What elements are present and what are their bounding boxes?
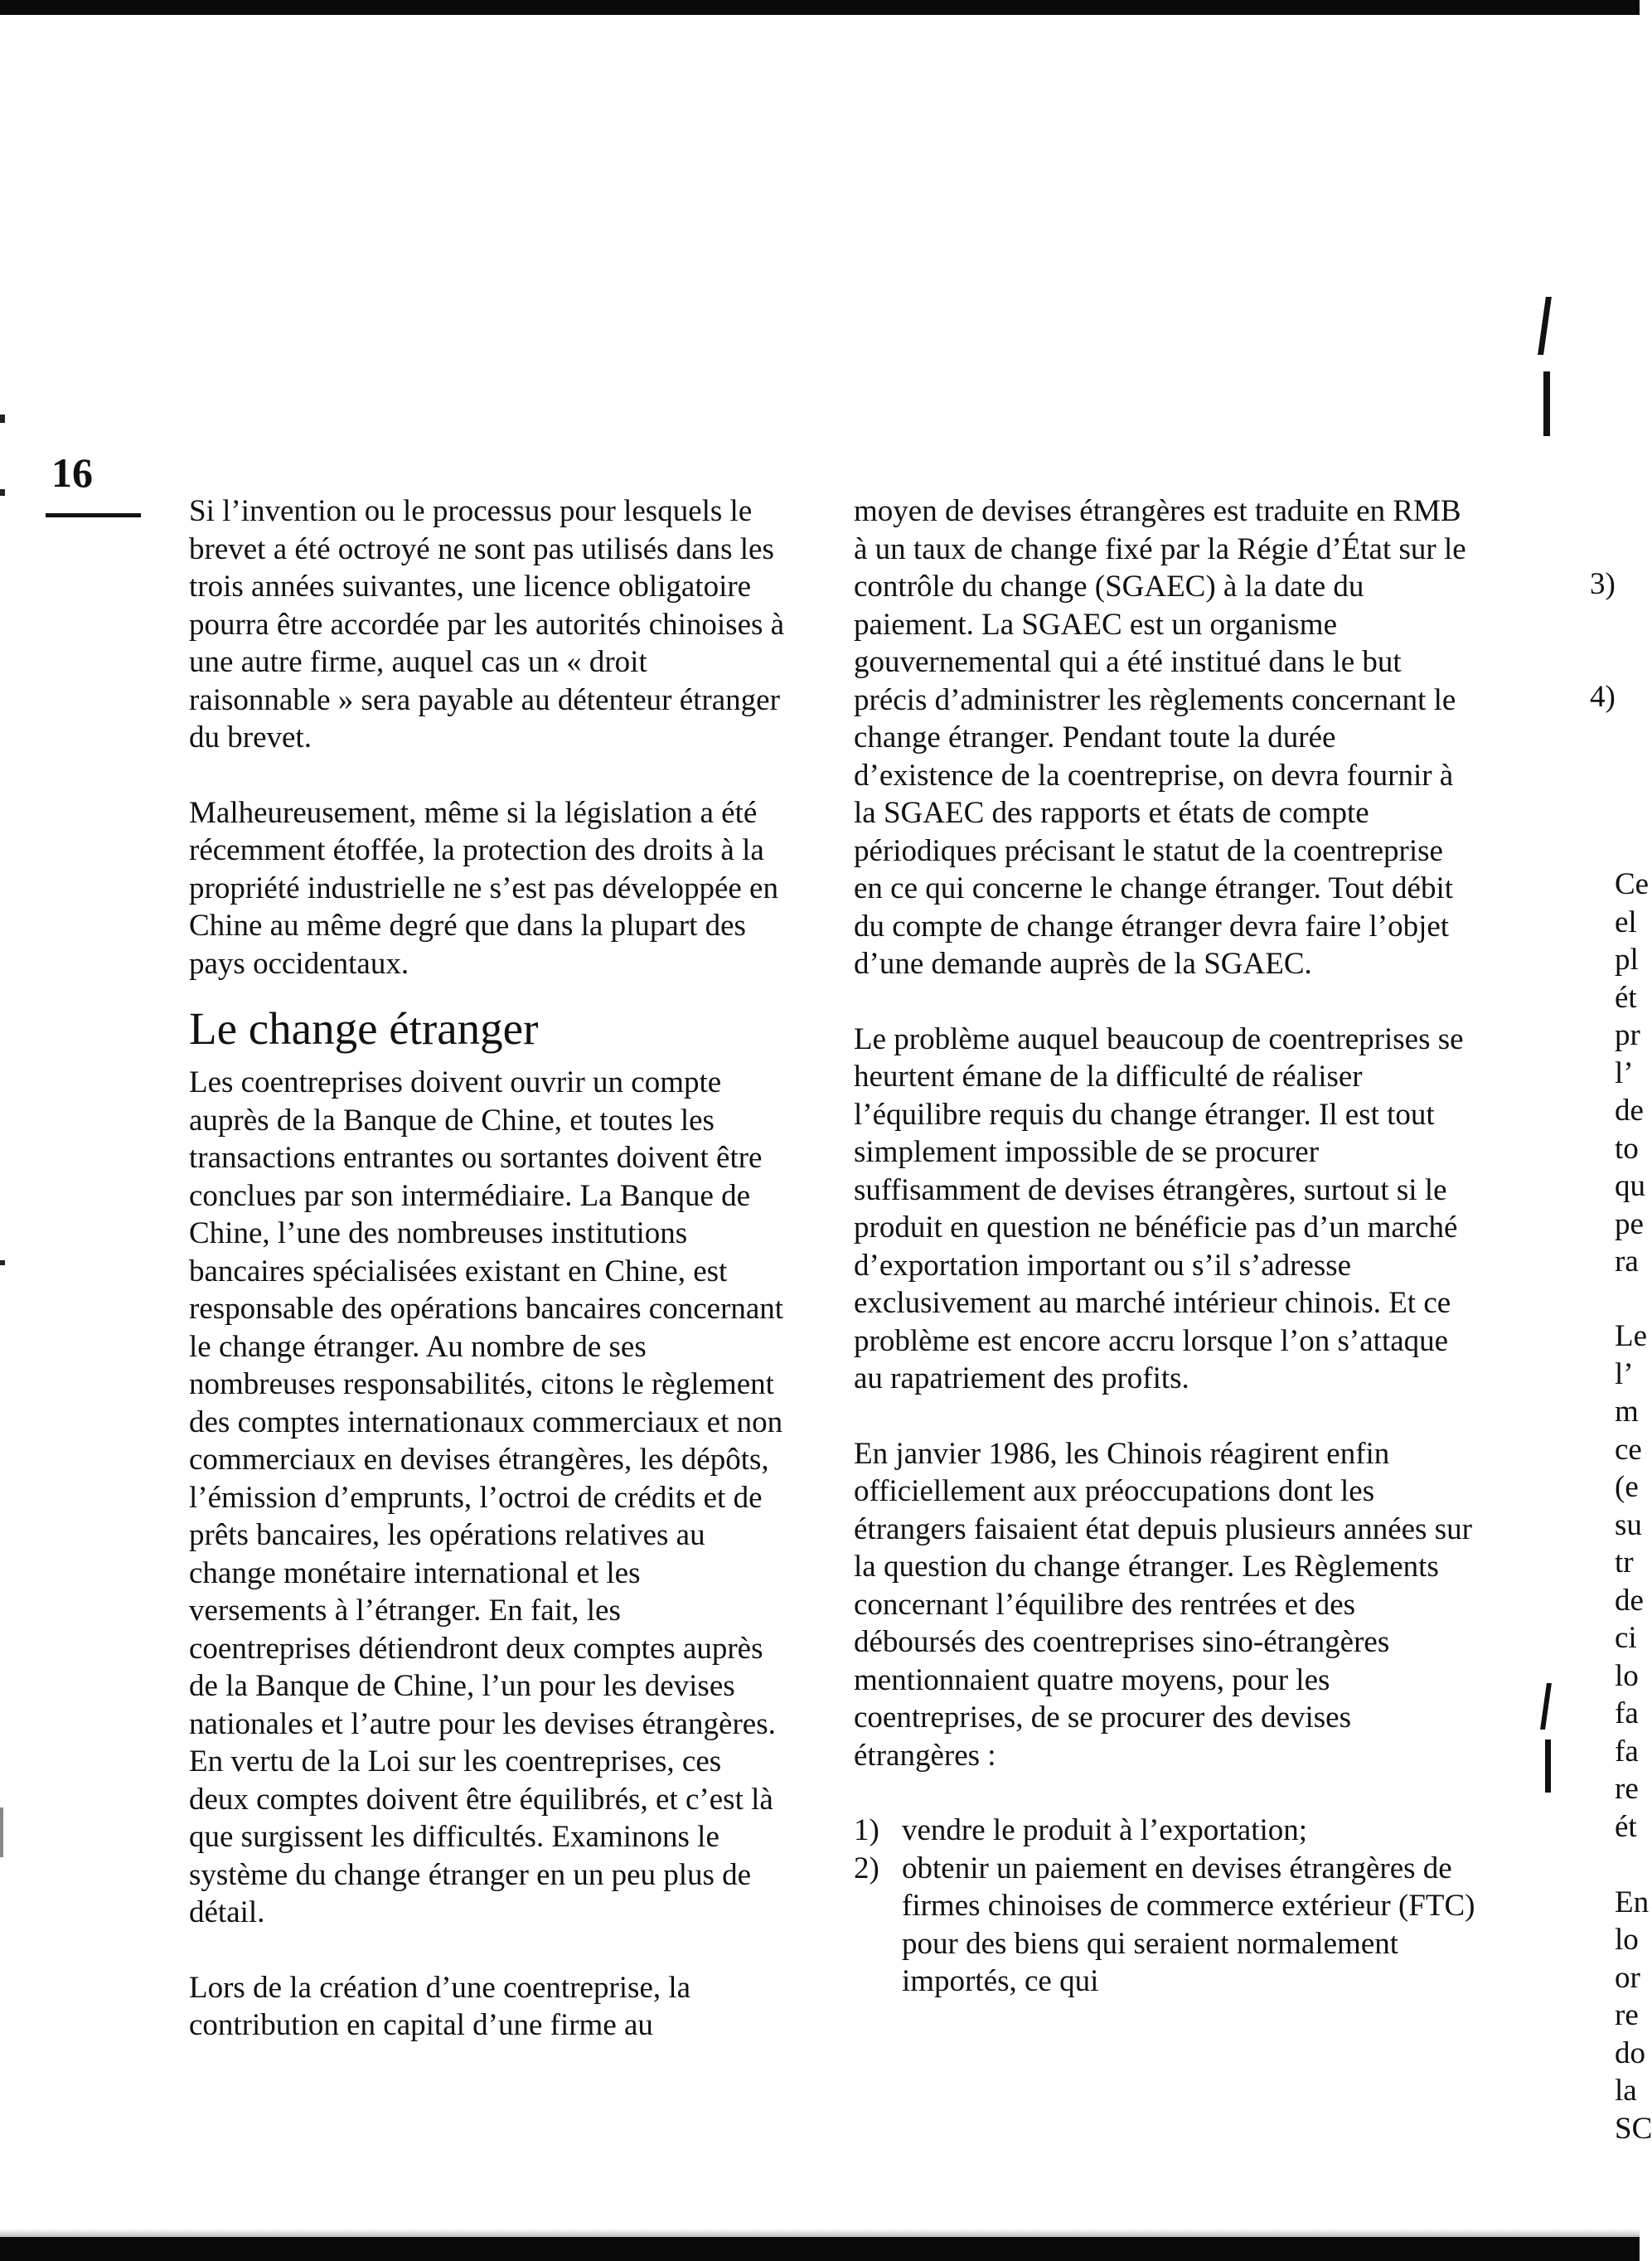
list-item-number: 2) <box>854 1851 879 1885</box>
gutter-mark <box>1538 297 1552 355</box>
clipped-text: tr <box>1615 1545 1634 1579</box>
clipped-text: fa <box>1615 1696 1639 1730</box>
middle-column <box>854 492 1475 2001</box>
paragraph: En janvier 1986, les Chinois réagirent enfin officiellement aux préoccupations dont les étrangers faisaient état depuis plusieurs années sur la question du change étranger. Les Règlements concernant l’équilibre des rentrées et des déboursés des coentreprises sino-étrangères mentionnaient quatre moyens, pour les coentreprises, de se procurer des devises étrangères : <box>854 1436 1472 1773</box>
clipped-text: 3) <box>1590 567 1616 601</box>
clipped-text: l’ <box>1615 1056 1634 1090</box>
clipped-text: de <box>1615 1584 1644 1618</box>
clipped-text: (e <box>1615 1470 1639 1504</box>
clipped-text: Le <box>1615 1319 1648 1353</box>
clipped-text: ci <box>1615 1621 1637 1655</box>
list-item <box>854 1850 1475 2001</box>
clipped-text: SC <box>1615 2112 1652 2146</box>
clipped-text: 4) <box>1590 680 1616 714</box>
paragraph: Malheureusement, même si la législation a été récemment étoffée, la protection des droits à la propriété industrielle ne s’est pas développée en Chine au même degré que dans la plupart des pays occidentaux. <box>189 795 778 981</box>
clipped-text: fa <box>1615 1735 1639 1769</box>
scan-speck <box>0 1260 5 1265</box>
scan-speck <box>0 415 5 423</box>
numbered-list <box>854 1812 1475 2001</box>
scan-border-bottom <box>0 2237 1640 2261</box>
scan-speck <box>0 1807 3 1857</box>
clipped-text: l’ <box>1615 1357 1634 1391</box>
clipped-text: En <box>1615 1885 1650 1919</box>
clipped-text: la <box>1615 2074 1637 2108</box>
list-item-number: 1) <box>854 1813 879 1847</box>
paragraph: Lors de la création d’une coentreprise, la contribution en capital d’une firme au <box>189 1970 691 2042</box>
clipped-text: m <box>1615 1395 1639 1429</box>
scan-border-shadow <box>0 2229 1640 2237</box>
clipped-text: Ce <box>1615 867 1650 901</box>
scan-speck <box>0 489 5 496</box>
clipped-text: ét <box>1615 1810 1637 1844</box>
gutter-mark <box>1545 1739 1551 1793</box>
clipped-text: pr <box>1615 1018 1640 1052</box>
clipped-text: de <box>1615 1094 1644 1128</box>
clipped-text: or <box>1615 1961 1640 1995</box>
list-item <box>854 1812 1475 1850</box>
clipped-text: lo <box>1615 1923 1639 1957</box>
scan-border-top <box>0 0 1640 15</box>
section-heading: Le change étranger <box>189 1003 539 1054</box>
paragraph: Le problème auquel beaucoup de coentreprises se heurtent émane de la difficulté de réaliser l’équilibre requis du change étranger. Il est tout simplement impossible de se procurer suffisamment de devises étrangères, surtout si le produit en question ne bénéficie pas d’un marché d’exportation important ou s’il s’adresse exclusivement au marché intérieur chinois. Et ce problème est encore accru lorsque l’on s’attaque au rapatriement des profits. <box>854 1021 1464 1395</box>
page-number: 16 <box>51 449 93 496</box>
gutter-mark <box>1543 371 1550 436</box>
list-item-text: obtenir un paiement en devises étrangères de firmes chinoises de commerce extérieur (FTC) pour des biens qui seraient normalement importés, ce qui <box>902 1851 1475 1998</box>
paragraph: moyen de devises étrangères est traduite en RMB à un taux de change fixé par la Régie d’État sur le contrôle du change (SGAEC) à la date du paiement. La SGAEC est un organisme gouvernemental qui a été institué dans le but précis d’administrer les règlements concernant le change étranger. Pendant toute la durée d’existence de la coentreprise, on devra fournir à la SGAEC des rapports et états de compte périodiques précisant le statut de la coentreprise en ce qui concerne le change étranger. Tout débit du compte de change étranger devra faire l’objet d’une demande auprès de la SGAEC. <box>854 494 1466 981</box>
clipped-text: su <box>1615 1508 1642 1542</box>
list-item-text: vendre le produit à l’exportation; <box>902 1813 1308 1847</box>
clipped-text: qu <box>1615 1169 1645 1203</box>
gutter-mark <box>1540 1683 1552 1730</box>
clipped-text: re <box>1615 1772 1639 1806</box>
clipped-text: lo <box>1615 1659 1639 1693</box>
paragraph: Si l’invention ou le processus pour lesquels le brevet a été octroyé ne sont pas utilisés dans les trois années suivantes, une licence obligatoire pourra être accordée par les autorités chinoises à une autre firme, auquel cas un « droit raisonnable » sera payable au détenteur étranger du brevet. <box>189 494 785 754</box>
clipped-text: ra <box>1615 1245 1639 1278</box>
clipped-text: pl <box>1615 943 1639 977</box>
clipped-text: pe <box>1615 1207 1644 1241</box>
clipped-text: re <box>1615 1998 1639 2032</box>
clipped-text: to <box>1615 1132 1639 1166</box>
clipped-text: ce <box>1615 1433 1642 1467</box>
paragraph: Les coentreprises doivent ouvrir un compte auprès de la Banque de Chine, et toutes les transactions entrantes ou sortantes doivent être conclues par son intermédiaire. La Banque de Chine, l’une des nombreuses institutions bancaires spécialisées existant en Chine, est responsable des opérations bancaires concernant le change étranger. Au nombre de ses nombreuses responsabilités, citons le règlement des comptes internationaux commerciaux et non commerciaux en devises étrangères, les dépôts, l’émission d’emprunts, l’octroi de crédits et de prêts bancaires, les opérations relatives au change monétaire international et les versements à l’étranger. En fait, les coentreprises détiendront deux comptes auprès de la Banque de Chine, l’un pour les devises nationales et l’autre pour les devises étrangères. En vertu de la Loi sur les coentreprises, ces deux comptes doivent être équilibrés, et c’est là que surgissent les difficultés. Examinons le système du change étranger en un peu plus de détail. <box>189 1065 784 1929</box>
right-column-clipped <box>1590 0 1652 2261</box>
page-number-rule <box>46 513 141 517</box>
clipped-text: el <box>1615 905 1637 939</box>
clipped-text: do <box>1615 2036 1645 2070</box>
clipped-text: ét <box>1615 981 1637 1015</box>
left-column <box>189 492 786 2045</box>
